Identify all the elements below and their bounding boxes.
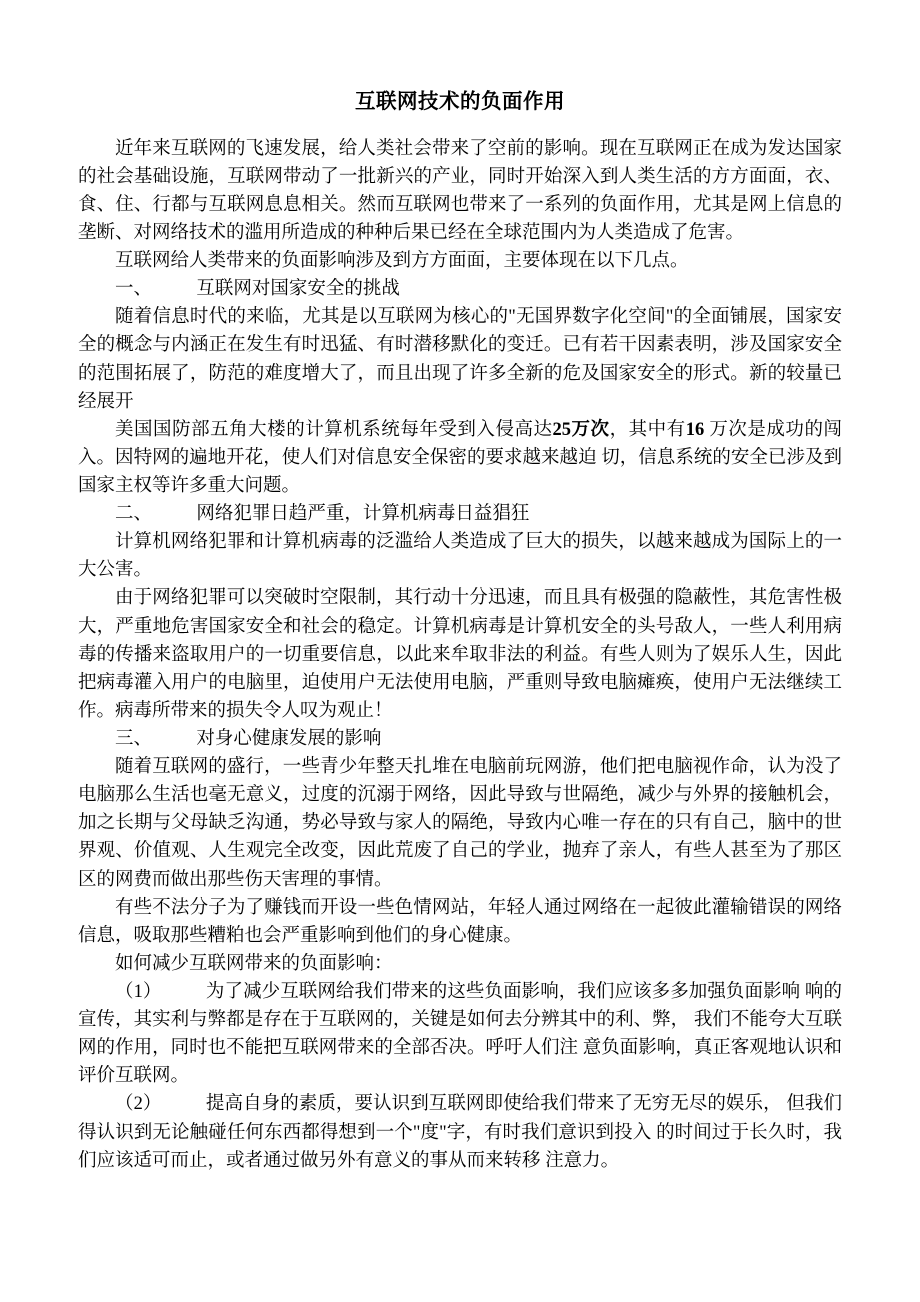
text-run: 有些不法分子为了赚钱而开设一些色情网站，年轻人通过网络在一起彼此灌输错误的网络信息，吸取那些糟粕也会严重影响到他们的身心健康。 [78, 897, 842, 946]
text-run: （1） [115, 981, 162, 1002]
paragraph-intro-2 [78, 247, 842, 275]
text-run: 网络犯罪日趋严重，计算机病毒日益猖狂 [196, 504, 530, 525]
heading-one [78, 275, 842, 303]
text-run: 为了减少互联网给我们带来的这些负面影响，我们应该多多加强负面影响 响的宣传，其实利与弊都是存在于互联网的，关键是如何去分辨其中的利、弊， 我们不能夸大互联网的作用，同时也不能把互联网带来的全部否决。呼吁人们注 意负面影响，真正客观地认识和评价互联网。 [78, 981, 842, 1087]
text-run: （2） [115, 1094, 162, 1115]
heading-two [78, 500, 842, 528]
text-run: 二、 [115, 504, 153, 525]
text-run: 一、 [115, 279, 153, 300]
paragraph-one-1 [78, 303, 842, 415]
paragraph-intro-1 [78, 135, 842, 247]
text-run: 万次是成功的闯入。因特网的遍地开花，使人们对信息安全保密的要求越来越迫 切，信息系统的安全已涉及到国家主权等许多重大问题。 [78, 419, 842, 496]
text-run: ，其中有 [609, 419, 686, 440]
text-run: 随着互联网的盛行，一些青少年整天扎堆在电脑前玩网游，他们把电脑视作命，认为没了电脑那么生活也毫无意义，过度的沉溺于网络，因此导致与世隔绝，减少与外界的接触机会，加之长期与父母缺乏沟通，势必导致与家人的隔绝，导致内心唯一存在的只有自己，脑中的世界观、价值观、人生观完全改变，因此荒废了自己的学业，抛弃了亲人，有些人甚至为了那区区的网费而做出那些伤天害理的事情。 [78, 757, 842, 890]
text-run: 由于网络犯罪可以突破时空限制，其行动十分迅速，而且具有极强的隐蔽性，其危害性极大，严重地危害国家安全和社会的稳定。计算机病毒是计算机安全的头号敌人，一些人利用病毒的传播来盗取用户的一切重要信息，以此来牟取非法的利益。有些人则为了娱乐人生，因此把病毒灌入用户的电脑里，迫使用户无法使用电脑，严重则导致电脑瘫痪，使用户无法继续工作。病毒所带来的损失令人叹为观止！ [78, 588, 842, 721]
paragraph-two-2 [78, 584, 842, 725]
emphasized-number: 16 [685, 419, 705, 440]
text-run: 提高自身的素质，要认识到互联网即使给我们带来了无穷无尽的娱乐， 但我们得认识到无论触碰任何东西都得想到一个"度"字，有时我们意识到投入 的时间过于长久时，我们应该适可而止，或者通过做另外有意义的事从而来转移 注意力。 [78, 1094, 842, 1171]
text-run: 对身心健康发展的影响 [196, 728, 382, 749]
paragraph-one-2 [78, 416, 842, 500]
text-run: 近年来互联网的飞速发展，给人类社会带来了空前的影响。现在互联网正在成为发达国家的社会基础设施，互联网带动了一批新兴的产业，同时开始深入到人类生活的方方面面，衣、食、住、行都与互联网息息相关。然而互联网也带来了一系列的负面作用，尤其是网上信息的垄断、对网络技术的滥用所造成的种种后果已经在全球范围内为人类造成了危害。 [78, 138, 842, 244]
list-item-2 [78, 1090, 842, 1174]
page-title: 互联网技术的负面作用 [355, 91, 565, 113]
text-run: 美国国防部五角大楼的计算机系统每年受到入侵高达 [115, 419, 553, 440]
emphasized-number: 25万次 [552, 419, 610, 440]
list-item-1 [78, 978, 842, 1090]
text-run: 互联网给人类带来的负面影响涉及到方方面面，主要体现在以下几点。 [115, 251, 689, 272]
heading-three [78, 725, 842, 753]
text-run: 如何减少互联网带来的负面影响： [115, 953, 393, 974]
text-run: 随着信息时代的来临，尤其是以互联网为核心的"无国界数字化空间"的全面铺展，国家安全的概念与内涵正在发生有时迅猛、有时潜移默化的变迁。已有若干因素表明，涉及国家安全的范围拓展了，防范的难度增大了，而且出现了许多全新的危及国家安全的形式。新的较量已经展开 [78, 307, 842, 412]
paragraph-three-2 [78, 894, 842, 950]
text-run: 计算机网络犯罪和计算机病毒的泛滥给人类造成了巨大的损失，以越来越成为国际上的一大公害。 [78, 532, 842, 581]
paragraph-question [78, 950, 842, 978]
document-body [78, 135, 842, 1175]
text-run: 互联网对国家安全的挑战 [196, 279, 400, 300]
text-run: 三、 [115, 728, 153, 749]
paragraph-three-1 [78, 753, 842, 894]
paragraph-two-1 [78, 528, 842, 584]
